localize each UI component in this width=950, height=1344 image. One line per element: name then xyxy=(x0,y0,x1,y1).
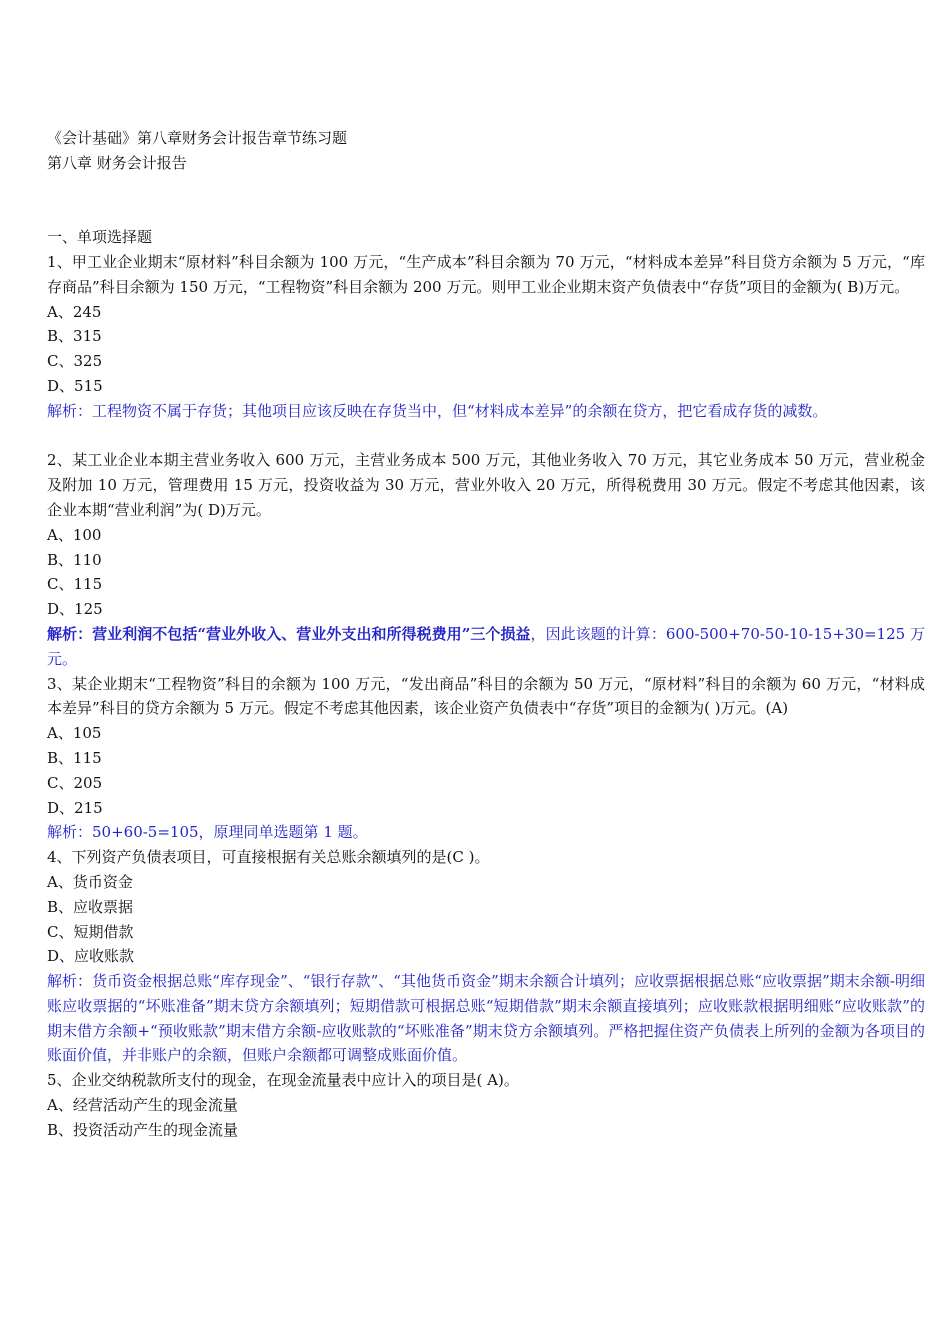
question-1-analysis: 解析：工程物资不属于存货；其他项目应该反映在存货当中，但“材料成本差异”的余额在贷方，把它看成存货的减数。 xyxy=(47,401,828,420)
question-3-option-c: C、205 xyxy=(47,773,103,792)
question-4-option-b: B、应收票据 xyxy=(47,897,134,916)
document-title: 《会计基础》第八章财务会计报告章节练习题 xyxy=(47,129,348,147)
question-2-analysis xyxy=(47,622,925,672)
question-2-analysis-key: 解析：营业利润不包括“营业外收入、营业外支出和所得税费用”三个损益 xyxy=(47,624,531,643)
question-3-option-a: A、105 xyxy=(47,724,102,743)
question-1-option-b: B、315 xyxy=(47,327,102,346)
question-2-option-c: C、115 xyxy=(47,575,103,594)
section-heading: 一、单项选择题 xyxy=(47,228,153,247)
question-1-option-c: C、325 xyxy=(47,352,103,371)
question-2-option-b: B、110 xyxy=(47,550,102,569)
question-4-option-a: A、货币资金 xyxy=(47,872,133,891)
question-1-stem: 1、甲工业企业期末“原材料”科目余额为 100 万元，“生产成本”科目余额为 70 万元，“材料成本差异”科目贷方余额为 5 万元，“库存商品”科目余额为 150 万元，“工程物资”科目余额为 200 万元。则甲工业企业期末资产负债表中“存货”项目的金额为( B)万元。 xyxy=(47,252,925,296)
question-4-option-d: D、应收账款 xyxy=(47,947,135,966)
question-3-stem: 3、某企业期末“工程物资”科目的余额为 100 万元，“发出商品”科目的余额为 50 万元，“原材料”科目的余额为 60 万元，“材料成本差异”科目的贷方余额为 5 万元。假定不考虑其他因素，该企业资产负债表中“存货”项目的金额为( )万元。(A) xyxy=(47,674,925,718)
question-3-option-d: D、215 xyxy=(47,798,103,817)
question-2-option-a: A、100 xyxy=(47,525,102,544)
question-5-option-a: A、经营活动产生的现金流量 xyxy=(47,1096,238,1115)
question-4-analysis: 解析：货币资金根据总账“库存现金”、“银行存款”、“其他货币资金”期末余额合计填列；应收票据根据总账“应收票据”期末余额-明细账应收票据的“坏账准备”期末贷方余额填列；短期借款可根据总账“短期借款”期末余额直接填列；应收账款根据明细账“应收账款”的期末借方余额+“预收账款”期末借方余额-应收账款的“坏账准备”期末贷方余额填列。严格把握住资产负债表上所列的金额为各项目的账面价值，并非账户的余额，但账户余额都可调整成账面价值。 xyxy=(47,972,925,1065)
question-2-option-d: D、125 xyxy=(47,600,103,619)
question-2-stem: 2、某工业企业本期主营业务收入 600 万元，主营业务成本 500 万元，其他业务收入 70 万元，其它业务成本 50 万元，营业税金及附加 10 万元，管理费用 15 万元，投资收益为 30 万元，营业外收入 20 万元，所得税费用 30 万元。假定不考虑其他因素，该企业本期“营业利润”为( D)万元。 xyxy=(47,451,925,519)
spacer xyxy=(47,424,925,449)
question-4-option-c: C、短期借款 xyxy=(47,922,134,941)
question-1-option-d: D、515 xyxy=(47,376,103,395)
question-5-option-b: B、投资活动产生的现金流量 xyxy=(47,1120,239,1139)
question-5-stem: 5、企业交纳税款所支付的现金，在现金流量表中应计入的项目是( A)。 xyxy=(47,1071,519,1090)
question-3-option-b: B、115 xyxy=(47,748,102,767)
chapter-heading: 第八章 财务会计报告 xyxy=(47,153,187,172)
question-1-option-a: A、245 xyxy=(47,302,102,321)
question-3-analysis: 解析：50+60-5=105，原理同单选题第 1 题。 xyxy=(47,823,368,842)
spacer xyxy=(47,176,925,226)
question-4-stem: 4、下列资产负债表项目，可直接根据有关总账余额填列的是(C )。 xyxy=(47,848,490,867)
question-2-analysis-rest: ，因此该题的计算：600-500+70-50-10-15+30=125 万元。 xyxy=(47,624,925,668)
document-page xyxy=(47,126,925,1143)
